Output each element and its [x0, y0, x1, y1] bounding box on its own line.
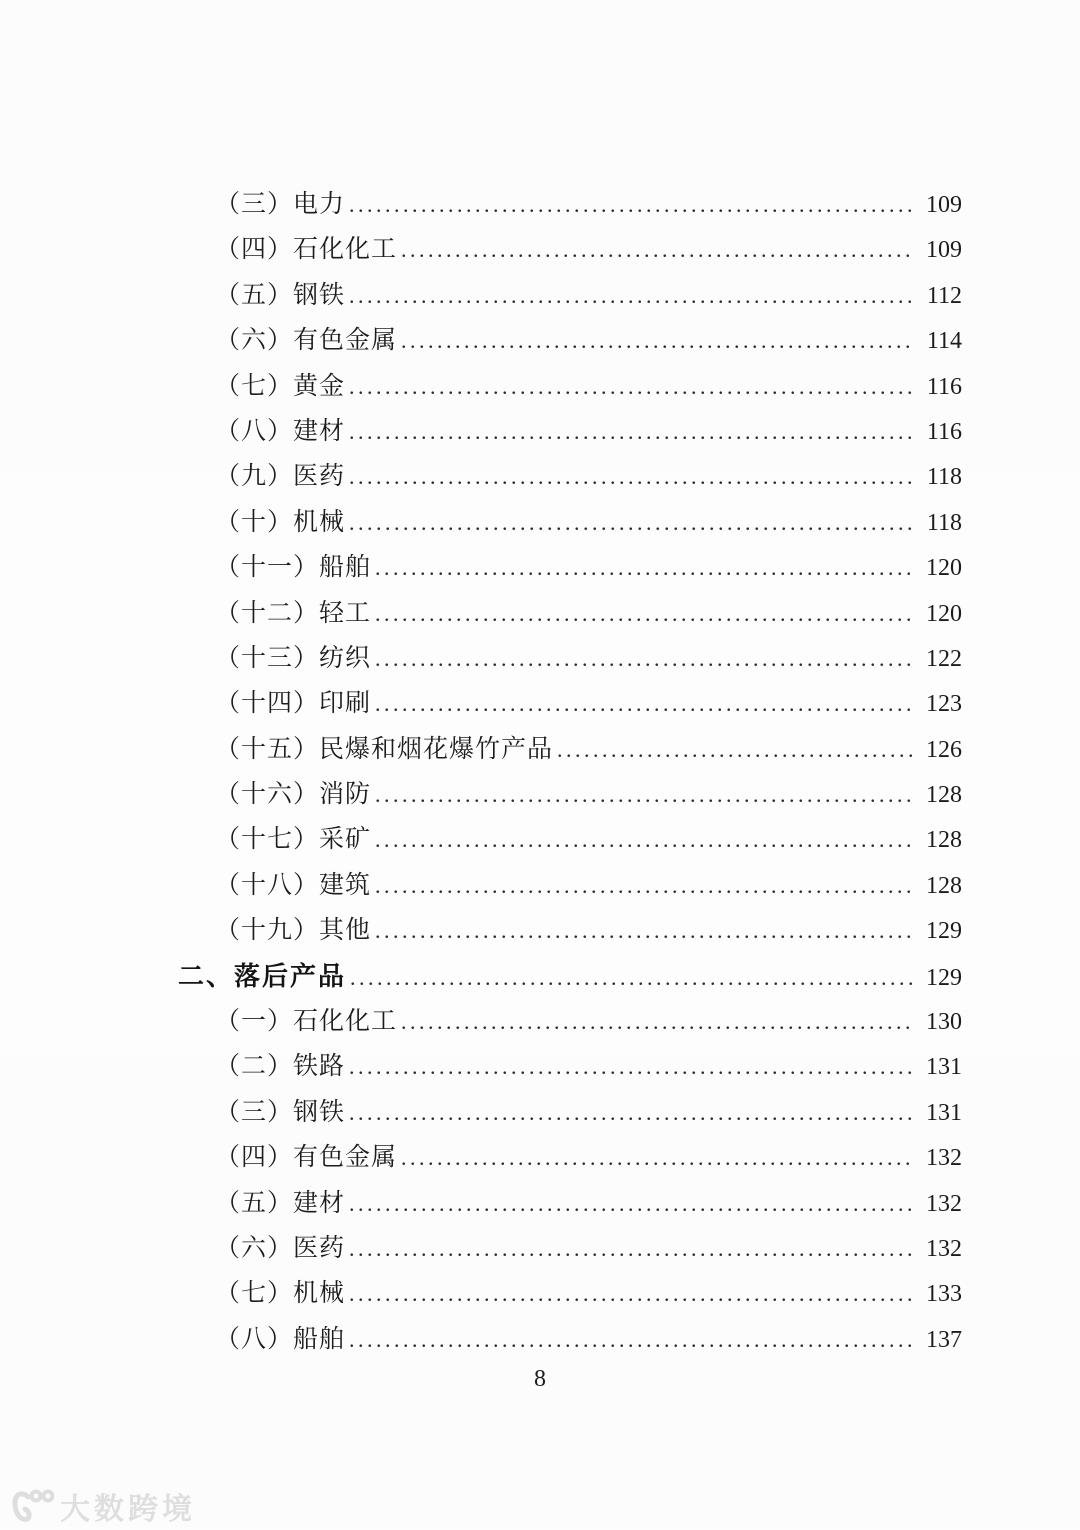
toc-entry [178, 1183, 962, 1228]
toc-entry-label: （八）建材 [215, 417, 346, 445]
toc-entry [178, 593, 962, 638]
toc-dot-leader [349, 510, 914, 536]
toc-entry-label: （九）医药 [215, 463, 346, 491]
toc-entry [178, 366, 962, 411]
toc-entry [178, 1046, 962, 1091]
toc-entry [178, 1228, 962, 1273]
toc-entry-page: 131 [926, 1099, 962, 1126]
toc-entry-page: 109 [926, 192, 962, 218]
toc-dot-leader [375, 827, 914, 853]
toc-entry [178, 774, 962, 819]
toc-entry-label: （八）船舶 [215, 1325, 346, 1353]
toc-entry-label: （十三）纺织 [215, 644, 372, 672]
toc-entry-page: 118 [926, 464, 962, 491]
toc-entry-label: （七）机械 [215, 1280, 346, 1308]
watermark [12, 1484, 196, 1528]
toc-entry-page: 132 [926, 1190, 962, 1217]
toc-entry [178, 638, 962, 683]
toc-entry-label: （十）机械 [215, 508, 346, 536]
toc-entry [178, 229, 962, 274]
toc-dot-leader [349, 1327, 914, 1353]
toc-entry [178, 1273, 962, 1318]
toc-dot-leader [375, 555, 914, 581]
toc-entry-page: 123 [926, 691, 962, 718]
toc-entry-label: （十八）建筑 [215, 871, 372, 899]
toc-dot-leader [375, 873, 914, 899]
toc-entry-label: （五）钢铁 [215, 281, 346, 309]
toc-entry-label: （十五）民爆和烟花爆竹产品 [215, 735, 554, 763]
toc-dot-leader [349, 464, 914, 490]
toc-entry [178, 910, 962, 955]
toc-entry-page: 133 [926, 1281, 962, 1308]
toc-dot-leader [375, 918, 914, 944]
toc-entry [178, 456, 962, 501]
toc-entry [178, 956, 962, 1001]
toc-entry-page: 112 [926, 282, 962, 309]
toc-entry-label: （二）铁路 [215, 1053, 346, 1081]
toc-dot-leader [401, 1009, 914, 1035]
toc-dot-leader [375, 601, 914, 627]
toc-entry-page: 129 [926, 964, 962, 991]
toc-dot-leader [557, 737, 914, 763]
toc-entry-label: （十九）其他 [215, 917, 372, 945]
toc-dot-leader [349, 1236, 914, 1262]
toc-dot-leader [401, 328, 914, 354]
toc-dot-leader [349, 1100, 914, 1126]
toc-entry-label: （十七）采矿 [215, 826, 372, 854]
toc-entry-label: （六）有色金属 [215, 327, 398, 355]
toc-entry-page: 116 [926, 373, 962, 400]
toc-entry [178, 1092, 962, 1137]
toc-entry-page: 116 [926, 418, 962, 445]
toc-entry-label: （十六）消防 [215, 781, 372, 809]
toc-dot-leader [349, 419, 914, 445]
toc-entry-page: 128 [926, 782, 962, 809]
toc-entry-page: 128 [926, 872, 962, 899]
toc-dot-leader [375, 646, 914, 672]
toc-dot-leader [401, 237, 914, 263]
toc-entry-page: 130 [926, 1009, 962, 1036]
toc-entry-page: 118 [926, 509, 962, 536]
toc-entry [178, 275, 962, 320]
toc-entry [178, 1001, 962, 1046]
toc-dot-leader [349, 1281, 914, 1307]
toc-entry-label: （十一）船舶 [215, 554, 372, 582]
toc-entry-label: （一）石化化工 [215, 1008, 398, 1036]
toc-entry-page: 137 [926, 1326, 962, 1353]
toc-entry-label: （四）石化化工 [215, 236, 398, 264]
toc-dot-leader [375, 782, 914, 808]
toc-dot-leader [349, 192, 914, 218]
toc-entry-page: 120 [926, 600, 962, 627]
toc-entry [178, 729, 962, 774]
toc-entry-label: （十四）印刷 [215, 690, 372, 718]
toc-entry-label: （四）有色金属 [215, 1144, 398, 1172]
toc-entry-page: 132 [926, 1235, 962, 1262]
toc-entry [178, 411, 962, 456]
page-number: 8 [534, 1366, 546, 1392]
toc-entry [178, 865, 962, 910]
toc-entry-page: 128 [926, 827, 962, 854]
toc-entry [178, 502, 962, 547]
toc-entry [178, 547, 962, 592]
toc-dot-leader [349, 374, 914, 400]
toc-entry [178, 184, 962, 229]
toc-dot-leader [401, 1145, 914, 1171]
toc-dot-leader [375, 691, 914, 717]
toc-entry-label: （五）建材 [215, 1189, 346, 1217]
toc-entry-label: （六）医药 [215, 1234, 346, 1262]
toc-entry [178, 320, 962, 365]
toc-entry-page: 122 [926, 645, 962, 672]
toc-entry-label: （七）黄金 [215, 372, 346, 400]
toc-entry-page: 132 [926, 1145, 962, 1172]
toc-entry-label: （三）钢铁 [215, 1098, 346, 1126]
toc-entry-page: 120 [926, 555, 962, 582]
toc-entry [178, 1137, 962, 1182]
toc-entry-label: （三）电力 [215, 191, 346, 218]
toc-dot-leader [349, 1054, 914, 1080]
toc-entry [178, 1319, 962, 1364]
table-of-contents [178, 184, 962, 1364]
toc-entry [178, 683, 962, 728]
toc-dot-leader [350, 965, 914, 991]
toc-entry-page: 129 [926, 918, 962, 945]
toc-entry-page: 109 [926, 237, 962, 264]
toc-entry [178, 819, 962, 864]
toc-entry-label: 二、落后产品 [178, 960, 347, 991]
dashu-kuajing-logo-icon [12, 1487, 54, 1525]
toc-entry-page: 126 [926, 736, 962, 763]
watermark-text: 大数跨境 [60, 1493, 196, 1526]
toc-entry-label: （十二）轻工 [215, 599, 372, 627]
toc-dot-leader [349, 1191, 914, 1217]
toc-dot-leader [349, 283, 914, 309]
toc-entry-page: 131 [926, 1054, 962, 1081]
toc-entry-page: 114 [926, 328, 962, 355]
